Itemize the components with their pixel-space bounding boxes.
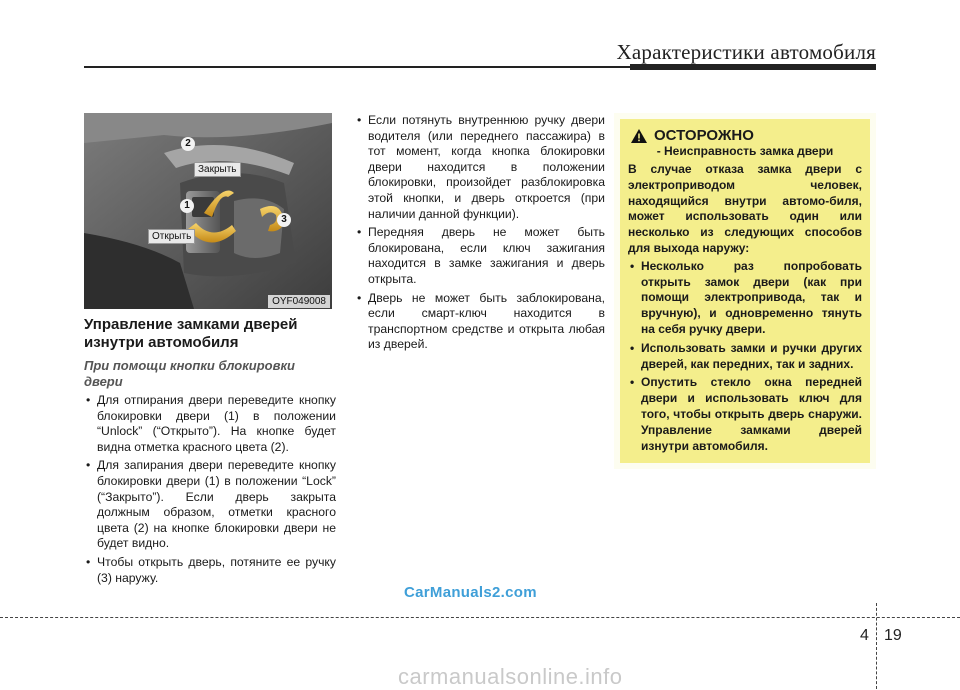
- list-item-text: Передняя дверь не может быть блокирована, если ключ зажигания находится в замке зажигания и дверь открыта.: [368, 225, 605, 286]
- watermark-carmanuals2[interactable]: CarManuals2.com: [404, 584, 537, 601]
- watermark-carmanualsonline[interactable]: carmanualsonline.info: [398, 664, 623, 689]
- list-item: • Опустить стекло окна передней двери и использовать ключ для того, чтобы открыть дверь снаружи. Управление замками дверей изнутри автомобиля.: [630, 375, 862, 453]
- warning-header: [630, 127, 870, 144]
- list-item: • Использовать замки и ручки других дверей, как передних, так и задних.: [630, 340, 862, 371]
- list-item-text: Опустить стекло окна передней двери и использовать ключ для того, чтобы открыть дверь снаружи. Управление замками дверей изнутри автомобиля.: [641, 375, 862, 453]
- list-item: • Для отпирания двери переведите кнопку блокировки двери (1) в положении “Unlock” (“Открыто”). На кнопке будет видна отметка красного цвета (2).: [86, 393, 336, 454]
- list-item-text: Если потянуть внутреннюю ручку двери водителя (или переднего пассажира) в тот момент, когда кнопка блокировки двери находится в положении блокировки, произойдет разблокировка этой кнопки, и дверь откроется (при наличии данной функции).: [368, 113, 605, 221]
- label-unlock: Открыть: [148, 229, 195, 244]
- figure-code: OYF049008: [268, 295, 330, 308]
- list-item-text: Чтобы открыть дверь, потяните ее ручку (3) наружу.: [97, 554, 336, 585]
- footer-rule: [0, 617, 960, 618]
- chapter-number: 4: [860, 627, 869, 644]
- door-lock-illustration: [84, 113, 332, 309]
- instruction-list: [84, 393, 336, 586]
- list-item: • Если потянуть внутреннюю ручку двери водителя (или переднего пассажира) в тот момент, когда кнопка блокировки двери находится в положении блокировки, произойдет разблокировка этой кнопки, и дверь откроется (при наличии данной функции).: [357, 113, 605, 221]
- callout-3: 3: [277, 213, 291, 227]
- list-item: • Передняя дверь не может быть блокирована, если ключ зажигания находится в замке зажигания и дверь открыта.: [357, 225, 605, 286]
- warning-subheading: - Неисправность замка двери: [656, 144, 834, 158]
- warning-heading: ОСТОРОЖНО: [654, 127, 754, 144]
- middle-column: [355, 113, 605, 356]
- list-item-text: Для запирания двери переведите кнопку блокировки двери (1) в положении “Lock” (“Закрыто”). Если дверь закрыта должным образом, отметки красного цвета (2) на кнопке блокировки двери не будет видно.: [97, 458, 336, 551]
- warning-text: В случае отказа замка двери с электроприводом человек, находящийся внутри автомо-биля, может использовать один или несколько из следующих способов для выхода наружу:: [628, 162, 862, 255]
- label-lock: Закрыть: [194, 162, 241, 177]
- page-header-title: Характеристики автомобиля: [616, 40, 876, 64]
- warning-box: [614, 113, 876, 469]
- section-subtitle: При помощи кнопки блокировки двери: [84, 358, 295, 389]
- list-item: • Для запирания двери переведите кнопку блокировки двери (1) в положении “Lock” (“Закрыто”). Если дверь закрыта должным образом, отметки красного цвета (2) на кнопке блокировки двери не будет видно.: [86, 458, 336, 551]
- callout-2: 2: [181, 137, 195, 151]
- callout-1: 1: [180, 199, 194, 213]
- list-item-text: Для отпирания двери переведите кнопку блокировки двери (1) в положении “Unlock” (“Открыто”). На кнопке будет видна отметка красного цвета (2).: [97, 393, 336, 454]
- list-item-text: Дверь не может быть заблокирована, если смарт-ключ находится в транспортном средстве и открыта любая из дверей.: [368, 290, 605, 352]
- notes-list: [355, 113, 605, 353]
- list-item: • Дверь не может быть заблокирована, если смарт-ключ находится в транспортном средстве и открыта любая из дверей.: [357, 290, 605, 352]
- list-item-text: Использовать замки и ручки других дверей, как передних, так и задних.: [641, 340, 862, 371]
- door-lock-figure: [84, 113, 332, 309]
- warning-panel: [620, 119, 870, 463]
- warning-list: [628, 259, 862, 455]
- list-item-text: Несколько раз попробовать открыть замок двери (как при помощи электропривода, так и вручную), и одновременно тянуть на себя ручку двери.: [641, 258, 862, 336]
- footer-divider: [876, 603, 877, 689]
- list-item: • Несколько раз попробовать открыть замок двери (как при помощи электропривода, так и вручную), и одновременно тянуть на себя ручку двери.: [630, 258, 862, 336]
- section-title: Управление замками дверей изнутри автомобиля: [84, 316, 298, 351]
- header-rule-accent: [630, 64, 876, 70]
- left-column: [84, 316, 336, 589]
- page-number: 19: [884, 627, 902, 644]
- list-item: • Чтобы открыть дверь, потяните ее ручку (3) наружу.: [86, 554, 336, 585]
- warning-triangle-icon: [630, 128, 648, 144]
